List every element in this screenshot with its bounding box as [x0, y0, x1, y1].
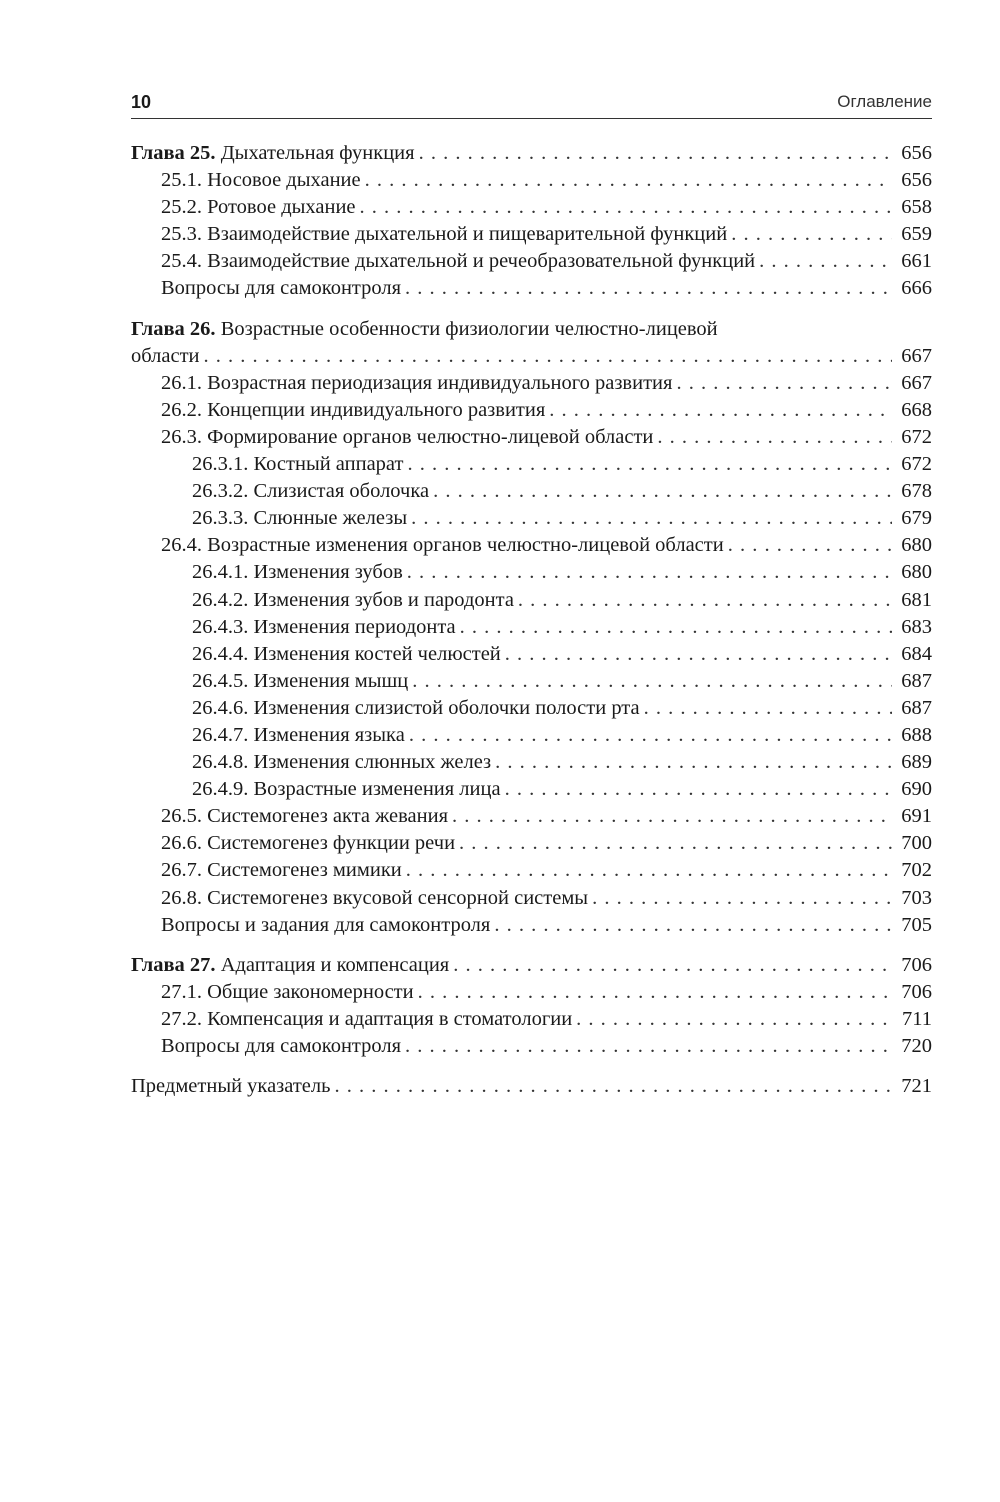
chapter-title: Возрастные особенности физиологии челюстно-лицевой	[220, 317, 718, 340]
dot-leader	[592, 885, 892, 912]
toc-index[interactable]	[131, 1073, 932, 1100]
section-title: 27.1. Общие закономерности	[161, 980, 414, 1003]
page-ref: 679	[901, 507, 932, 530]
dot-leader	[433, 478, 892, 505]
running-title: Оглавление	[837, 92, 932, 111]
subsection-title: 26.4.8. Изменения слюнных желез	[192, 751, 492, 774]
subsection-title: 26.4.9. Возрастные изменения лица	[192, 778, 501, 801]
section-title: Вопросы для самоконтроля	[161, 1035, 402, 1057]
toc-section[interactable]	[131, 275, 932, 302]
spacer	[131, 1060, 932, 1073]
dot-leader	[411, 505, 892, 532]
toc-subsection[interactable]	[131, 749, 932, 776]
toc-section[interactable]	[131, 532, 932, 559]
page-ref: 681	[901, 588, 932, 611]
toc-section[interactable]	[131, 885, 932, 912]
toc-section[interactable]	[131, 979, 932, 1006]
chapter-label: Глава 25.	[131, 142, 216, 164]
dot-leader	[405, 1033, 892, 1060]
spacer	[131, 939, 932, 952]
dot-leader	[495, 749, 892, 776]
page-ref: 705	[901, 913, 932, 936]
toc-chapter-27[interactable]	[131, 952, 932, 979]
dot-leader	[494, 912, 892, 939]
page-ref: 703	[901, 886, 932, 909]
dot-leader	[453, 952, 892, 979]
dot-leader	[728, 532, 892, 559]
toc-subsection[interactable]	[131, 668, 932, 695]
section-title: 25.3. Взаимодействие дыхательной и пищеварительной функций	[161, 223, 728, 246]
toc-chapter-25[interactable]	[131, 140, 932, 167]
toc-section[interactable]	[131, 370, 932, 397]
page-header	[131, 90, 932, 119]
page-ref: 658	[901, 196, 932, 219]
section-title: 25.2. Ротовое дыхание	[161, 196, 356, 219]
page-ref: 690	[901, 778, 932, 801]
toc-section[interactable]	[131, 397, 932, 424]
page-ref: 659	[901, 223, 932, 246]
toc-subsection[interactable]	[131, 478, 932, 505]
toc-subsection[interactable]	[131, 695, 932, 722]
dot-leader	[405, 275, 892, 302]
toc-section[interactable]	[131, 857, 932, 884]
toc-subsection[interactable]	[131, 587, 932, 614]
subsection-title: 26.4.3. Изменения периодонта	[192, 615, 456, 638]
dot-leader	[335, 1073, 893, 1100]
page-ref: 680	[901, 534, 932, 557]
subsection-title: 26.4.5. Изменения мышц	[192, 669, 409, 692]
toc-subsection[interactable]	[131, 776, 932, 803]
dot-leader	[409, 722, 892, 749]
toc-chapter-26-line2[interactable]	[131, 343, 932, 370]
dot-leader	[419, 140, 892, 167]
page-ref: 720	[901, 1035, 932, 1057]
toc-section[interactable]	[131, 1033, 932, 1060]
subsection-title: 26.3.1. Костный аппарат	[192, 453, 404, 476]
subsection-title: 26.4.6. Изменения слизистой оболочки полости рта	[192, 696, 640, 719]
index-title: Предметный указатель	[131, 1075, 331, 1098]
section-title: Вопросы и задания для самоконтроля	[161, 913, 491, 936]
page-ref: 721	[901, 1075, 932, 1098]
spacer	[131, 303, 932, 316]
page-ref: 687	[901, 696, 932, 719]
page-ref: 706	[901, 953, 932, 976]
chapter-title-cont: области	[131, 344, 200, 367]
section-title: 26.2. Концепции индивидуального развития	[161, 398, 546, 421]
page-ref: 678	[901, 480, 932, 503]
dot-leader	[452, 803, 892, 830]
toc-section[interactable]	[131, 830, 932, 857]
chapter-label: Глава 27.	[131, 953, 216, 976]
dot-leader	[759, 248, 892, 275]
toc-section[interactable]	[131, 167, 932, 194]
section-title: 26.6. Системогенез функции речи	[161, 832, 456, 855]
dot-leader	[460, 614, 892, 641]
page-ref: 688	[901, 723, 932, 746]
page-ref: 711	[902, 1007, 932, 1030]
section-title: 26.7. Системогенез мимики	[161, 859, 402, 882]
dot-leader	[549, 397, 892, 424]
page-ref: 700	[901, 832, 932, 855]
toc-subsection[interactable]	[131, 722, 932, 749]
page-ref: 706	[901, 980, 932, 1003]
dot-leader	[418, 979, 892, 1006]
toc-section[interactable]	[131, 194, 932, 221]
subsection-title: 26.4.1. Изменения зубов	[192, 561, 403, 584]
page-ref: 656	[901, 169, 932, 192]
chapter-title: Дыхательная функция	[220, 142, 415, 164]
page-ref: 667	[901, 371, 932, 394]
toc-subsection[interactable]	[131, 505, 932, 532]
toc-chapter-26-line1[interactable]	[131, 316, 932, 343]
dot-leader	[644, 695, 892, 722]
subsection-title: 26.3.2. Слизистая оболочка	[192, 480, 430, 503]
page-ref: 661	[901, 250, 932, 273]
chapter-title: Адаптация и компенсация	[220, 953, 450, 976]
dot-leader	[505, 776, 892, 803]
page-ref: 666	[901, 277, 932, 300]
page-ref: 672	[901, 453, 932, 476]
dot-leader	[505, 641, 892, 668]
chapter-label: Глава 26.	[131, 317, 216, 340]
section-title: 25.4. Взаимодействие дыхательной и речеобразовательной функций	[161, 250, 756, 273]
page-ref: 702	[901, 859, 932, 882]
section-title: 26.3. Формирование органов челюстно-лицевой области	[161, 425, 654, 448]
toc-section[interactable]	[131, 912, 932, 939]
section-title: 26.5. Системогенез акта жевания	[161, 805, 449, 828]
toc-subsection[interactable]	[131, 614, 932, 641]
dot-leader	[731, 221, 892, 248]
section-title: Вопросы для самоконтроля	[161, 277, 402, 300]
section-title: 25.1. Носовое дыхание	[161, 169, 361, 192]
page-ref: 656	[901, 142, 932, 164]
toc-section[interactable]	[131, 1006, 932, 1033]
dot-leader	[365, 167, 892, 194]
dot-leader	[459, 830, 892, 857]
subsection-title: 26.4.4. Изменения костей челюстей	[192, 642, 501, 665]
toc-subsection[interactable]	[131, 451, 932, 478]
dot-leader	[412, 668, 892, 695]
table-of-contents	[131, 140, 932, 1100]
page-ref: 672	[901, 425, 932, 448]
page-ref: 689	[901, 751, 932, 774]
dot-leader	[657, 424, 892, 451]
section-title: 27.2. Компенсация и адаптация в стоматологии	[161, 1007, 573, 1030]
subsection-title: 26.4.2. Изменения зубов и пародонта	[192, 588, 514, 611]
page-ref: 691	[901, 805, 932, 828]
section-title: 26.8. Системогенез вкусовой сенсорной системы	[161, 886, 589, 909]
dot-leader	[204, 343, 892, 370]
toc-section[interactable]	[131, 424, 932, 451]
dot-leader	[407, 559, 892, 586]
page-ref: 684	[901, 642, 932, 665]
page-ref: 687	[901, 669, 932, 692]
page-ref: 667	[901, 344, 932, 367]
subsection-title: 26.3.3. Слюнные железы	[192, 507, 408, 530]
page-ref: 668	[901, 398, 932, 421]
toc-section[interactable]	[131, 803, 932, 830]
dot-leader	[360, 194, 892, 221]
page-ref: 680	[901, 561, 932, 584]
toc-subsection[interactable]	[131, 641, 932, 668]
dot-leader	[407, 451, 892, 478]
dot-leader	[576, 1006, 892, 1033]
section-title: 26.4. Возрастные изменения органов челюстно-лицевой области	[161, 534, 724, 557]
toc-section[interactable]	[131, 221, 932, 248]
section-title: 26.1. Возрастная периодизация индивидуального развития	[161, 371, 673, 394]
dot-leader	[676, 370, 892, 397]
toc-subsection[interactable]	[131, 559, 932, 586]
dot-leader	[518, 587, 892, 614]
dot-leader	[406, 857, 892, 884]
toc-section[interactable]	[131, 248, 932, 275]
subsection-title: 26.4.7. Изменения языка	[192, 723, 405, 746]
page-ref: 683	[901, 615, 932, 638]
page-number: 10	[131, 92, 152, 112]
